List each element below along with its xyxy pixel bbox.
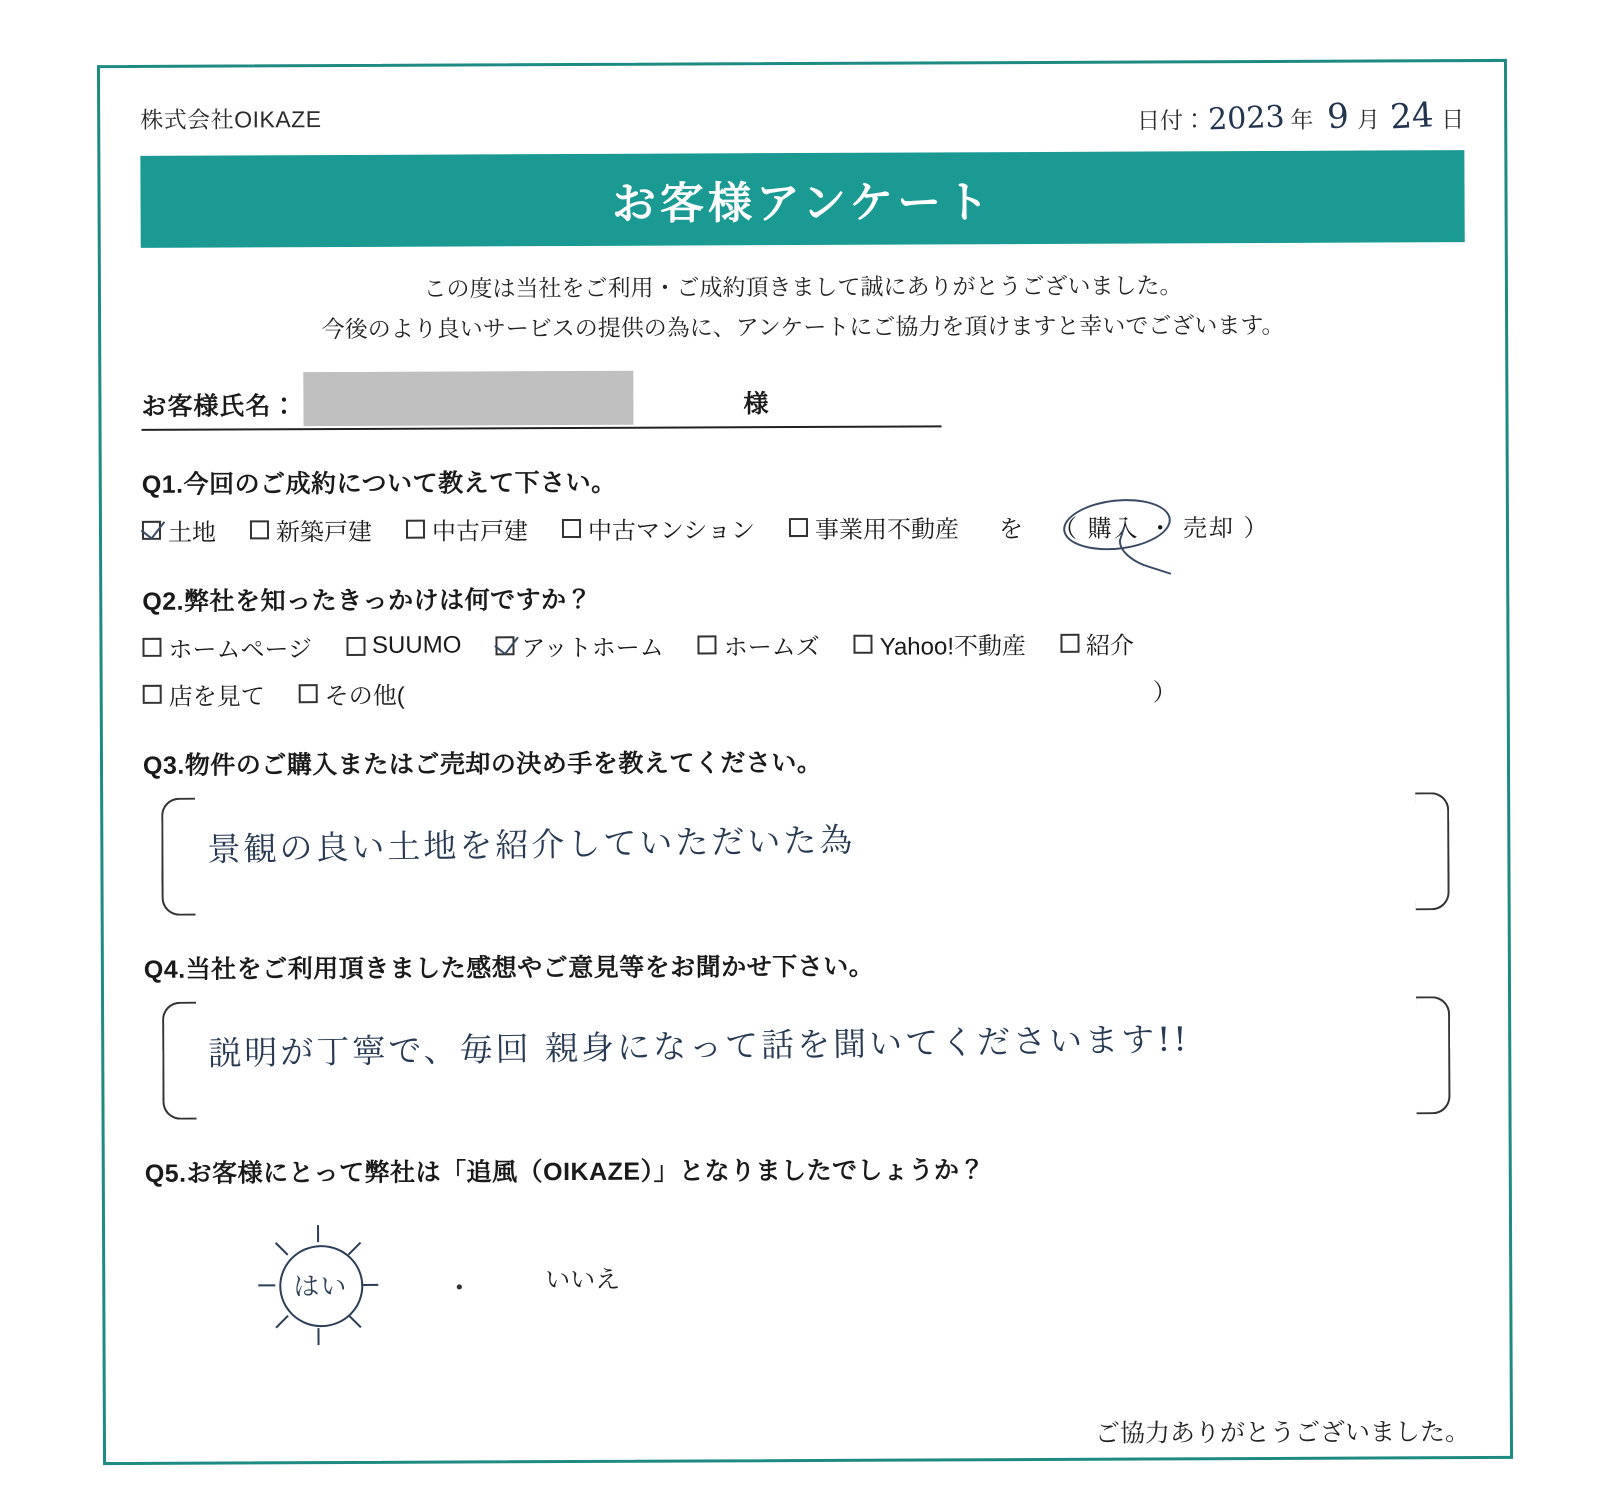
question-2-title: Q2.弊社を知ったきっかけは何ですか？ <box>142 585 593 616</box>
option-yahoo-fudosan[interactable] <box>854 626 1026 662</box>
option-jigyoyo-fudosan[interactable] <box>789 509 959 545</box>
date-line <box>1137 96 1464 137</box>
sun-ray-icon <box>317 1225 319 1242</box>
option-label: ホームズ <box>723 633 820 661</box>
question-1-title: Q1.今回のご成約について教えて下さい。 <box>141 468 617 499</box>
page-title: お客様アンケート <box>611 178 994 229</box>
bracket-left-icon <box>162 1001 197 1119</box>
checkbox-icon[interactable] <box>406 519 425 538</box>
customer-name-redaction <box>303 370 633 425</box>
option-label: 事業用不動産 <box>814 515 959 544</box>
question-2 <box>142 576 1467 712</box>
question-1 <box>142 459 1466 548</box>
option-label: 店を見て <box>168 682 265 711</box>
option-tochi[interactable] <box>142 512 216 547</box>
question-2-options-row-1 <box>142 624 1466 665</box>
yes-circled-annotation[interactable] <box>265 1232 369 1336</box>
date-day-value: 24 <box>1388 95 1435 138</box>
checkbox-icon[interactable] <box>299 684 318 703</box>
sun-ray-icon <box>258 1284 275 1286</box>
option-homes[interactable] <box>698 626 820 662</box>
wo-particle: を <box>998 515 1023 543</box>
company-name: 株式会社OIKAZE <box>140 106 322 133</box>
sun-ray-icon <box>275 1242 288 1255</box>
checkbox-checked-icon[interactable] <box>495 636 514 655</box>
question-3-answer-text: 景観の良い土地を紹介していただいた為 <box>207 819 856 869</box>
checkbox-icon[interactable] <box>854 634 873 653</box>
option-label: 中古マンション <box>587 516 755 545</box>
purchase-or-sale-group[interactable] <box>1053 507 1270 543</box>
checkbox-icon[interactable] <box>143 684 162 703</box>
option-shokai[interactable] <box>1060 625 1134 660</box>
checkbox-icon[interactable] <box>142 637 161 656</box>
checkbox-icon[interactable] <box>789 517 808 536</box>
answer-no-label[interactable]: いいえ <box>545 1265 621 1294</box>
option-homepage[interactable] <box>142 629 312 665</box>
question-4-title: Q4.当社をご利用頂きました感想やご意見等をお聞かせ下さい。 <box>143 952 875 984</box>
answer-yes-label: はい <box>293 1271 348 1302</box>
sun-ray-icon <box>348 1314 361 1327</box>
sun-ray-icon <box>275 1314 288 1327</box>
sun-ray-icon <box>361 1283 378 1285</box>
purchase-or-sale-text: （ 購入 ・ 売却 ） <box>1052 514 1270 543</box>
question-5-answers <box>145 1210 1470 1366</box>
question-5-title: Q5.お客様にとって弊社は「追風（OIKAZE）」となりましたでしょうか？ <box>144 1155 986 1188</box>
question-1-options <box>142 507 1466 548</box>
footer-thanks: ご協力ありがとうございました。 <box>1094 1418 1470 1448</box>
question-5 <box>145 1148 1470 1366</box>
answer-separator: ・ <box>445 1271 474 1304</box>
checkbox-icon[interactable] <box>250 520 269 539</box>
checkbox-icon[interactable] <box>698 635 717 654</box>
option-mise-wo-mite[interactable] <box>143 676 265 712</box>
intro-text <box>135 264 1471 350</box>
question-3 <box>143 740 1468 916</box>
option-label: 新築戸建 <box>275 518 373 546</box>
question-4-answer-text: 説明が丁寧で、毎回 親身になって話を聞いてくださいます!! <box>208 1018 1190 1073</box>
customer-name-suffix: 様 <box>743 389 769 418</box>
question-4-answer-box[interactable] <box>162 996 1451 1120</box>
bracket-right-icon <box>1416 996 1451 1114</box>
date-month-value: 9 <box>1326 96 1351 138</box>
option-chuko-mansion[interactable] <box>562 510 755 546</box>
option-label: 中古戸建 <box>431 517 529 546</box>
question-4 <box>144 944 1469 1120</box>
option-sonota-close-paren: ） <box>1152 678 1177 706</box>
title-banner <box>140 150 1464 248</box>
option-suumo[interactable] <box>346 631 461 660</box>
sheet-header <box>134 90 1470 142</box>
question-2-options-row-2 <box>143 671 1467 712</box>
option-label: 紹介 <box>1085 632 1135 660</box>
month-unit: 月 <box>1356 106 1380 133</box>
option-label: ホームページ <box>168 635 313 664</box>
option-label: アットホーム <box>521 634 664 662</box>
option-label: その他( <box>324 682 405 710</box>
date-label: 日付： <box>1136 107 1206 134</box>
survey-sheet <box>97 59 1513 1465</box>
option-label: 土地 <box>167 519 217 547</box>
intro-line-1: この度は当社をご利用・ご成約頂きまして誠にありがとうございました。 <box>423 272 1183 302</box>
option-shinchiku-kodate[interactable] <box>250 511 372 547</box>
question-3-answer-box[interactable] <box>161 792 1450 916</box>
bracket-right-icon <box>1415 792 1450 910</box>
date-year-value: 2023 <box>1207 99 1285 138</box>
option-sonota[interactable] <box>299 675 405 710</box>
option-label: Yahoo!不動産 <box>879 632 1027 661</box>
checkbox-icon[interactable] <box>562 518 581 537</box>
day-unit: 日 <box>1441 106 1465 133</box>
intro-line-2: 今後のより良いサービスの提供の為に、アンケートにご協力を頂けますと幸いでございます。 <box>321 312 1285 343</box>
sun-ray-icon <box>348 1241 361 1254</box>
checkbox-icon[interactable] <box>346 636 365 655</box>
checkbox-icon[interactable] <box>1060 633 1079 652</box>
option-chuko-kodate[interactable] <box>406 511 528 547</box>
question-3-title: Q3.物件のご購入またはご売却の決め手を教えてください。 <box>142 748 823 780</box>
customer-name-label: お客様氏名： <box>141 391 298 421</box>
year-unit: 年 <box>1290 106 1314 133</box>
option-label: SUUMO <box>371 631 462 659</box>
customer-name-row <box>141 369 941 430</box>
sun-ray-icon <box>317 1328 319 1345</box>
bracket-left-icon <box>161 797 196 915</box>
checkbox-checked-icon[interactable] <box>142 520 161 539</box>
option-athome[interactable] <box>495 627 663 663</box>
